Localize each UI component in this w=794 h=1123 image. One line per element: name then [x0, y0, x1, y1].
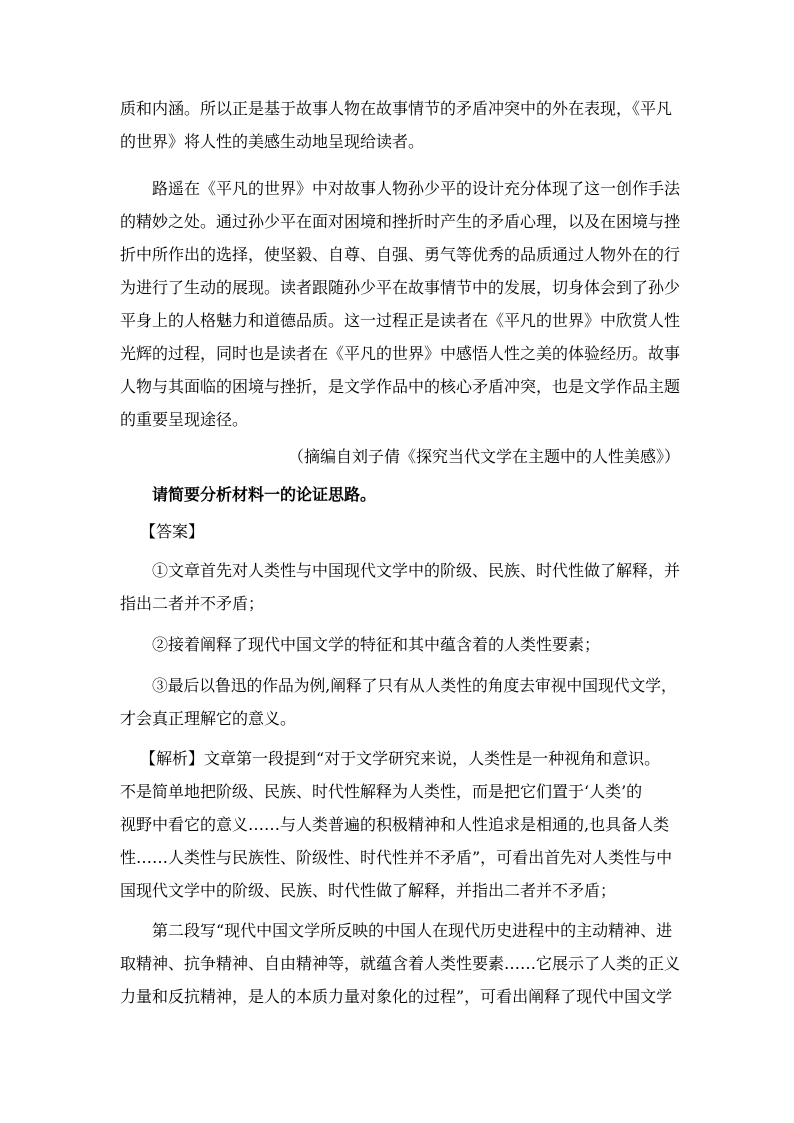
passage-p2-line-7: 人物与其面临的困境与挫折，是文学作品中的核心矛盾冲突，也是文学作品主题 [120, 377, 681, 396]
passage-p1-line-2: 的世界》将人性的美感生动地呈现给读者。 [120, 132, 425, 151]
passage-p2-line-1: 路遥在《平凡的世界》中对故事人物孙少平的设计充分体现了这一创作手法 [152, 179, 681, 198]
analysis-p2-line-2: 取精神、抗争精神、自由精神等，就蕴含着人类性要素……它展示了人类的正义 [120, 954, 681, 973]
passage-p2-line-4: 为进行了生动的展现。读者跟随孙少平在故事情节中的发展，切身体会到了孙少 [120, 278, 681, 297]
analysis-p1-line-1: 【解析】文章第一段提到“对于文学研究来说，人类性是一种视角和意识。 [140, 749, 661, 768]
analysis-p1-line-4: 性……人类性与民族性、阶级性、时代性并不矛盾”，可看出首先对人类性与中 [120, 848, 673, 867]
passage-p2-line-6: 光辉的过程，同时也是读者在《平凡的世界》中感悟人性之美的体验经历。故事 [120, 344, 681, 363]
passage-p1-line-1: 质和内涵。所以正是基于故事人物在故事情节的矛盾冲突中的外在表现，《平凡 [120, 99, 673, 118]
passage-p2-line-2: 的精妙之处。通过孙少平在面对困境和挫折时产生的矛盾心理，以及在困境与挫 [120, 212, 681, 231]
analysis-p1-line-5: 国现代文学中的阶级、民族、时代性做了解释，并指出二者并不矛盾； [120, 881, 617, 900]
answer-label: 【答案】 [140, 522, 205, 541]
analysis-p2-line-1: 第二段写“现代中国文学所反映的中国人在现代历史进程中的主动精神、进 [152, 921, 673, 940]
question-text: 请简要分析材料一的论证思路。 [152, 485, 377, 504]
answer-2-line-1: ②接着阐释了现代中国文学的特征和其中蕴含着的人类性要素； [152, 635, 601, 654]
answer-3-line-2: 才会真正理解它的意义。 [120, 709, 297, 728]
passage-p2-line-5: 平身上的人格魅力和道德品质。这一过程正是读者在《平凡的世界》中欣赏人性 [120, 311, 681, 330]
analysis-p1-line-2: 不是简单地把阶级、民族、时代性解释为人类性，而是把它们置于‘人类’的 [120, 782, 643, 801]
answer-3-line-1: ③最后以鲁迅的作品为例,阐释了只有从人类性的角度去审视中国现代文学， [152, 676, 677, 695]
passage-p2-line-8: 的重要呈现途径。 [120, 410, 249, 429]
analysis-p2-line-3: 力量和反抗精神，是人的本质力量对象化的过程”，可看出阐释了现代中国文学 [120, 987, 673, 1006]
passage-source: （摘编自刘子倩《探究当代文学在主题中的人性美感》） [287, 447, 680, 466]
answer-1-line-1: ①文章首先对人类性与中国现代文学中的阶级、民族、时代性做了解释，并 [152, 561, 681, 580]
answer-1-line-2: 指出二者并不矛盾； [120, 594, 265, 613]
analysis-p1-line-3: 视野中看它的意义……与人类普遍的积极精神和人性追求是相通的,也具备人类 [120, 815, 670, 834]
passage-p2-line-3: 折中所作出的选择，使坚毅、自尊、自强、勇气等优秀的品质通过人物外在的行 [120, 245, 681, 264]
